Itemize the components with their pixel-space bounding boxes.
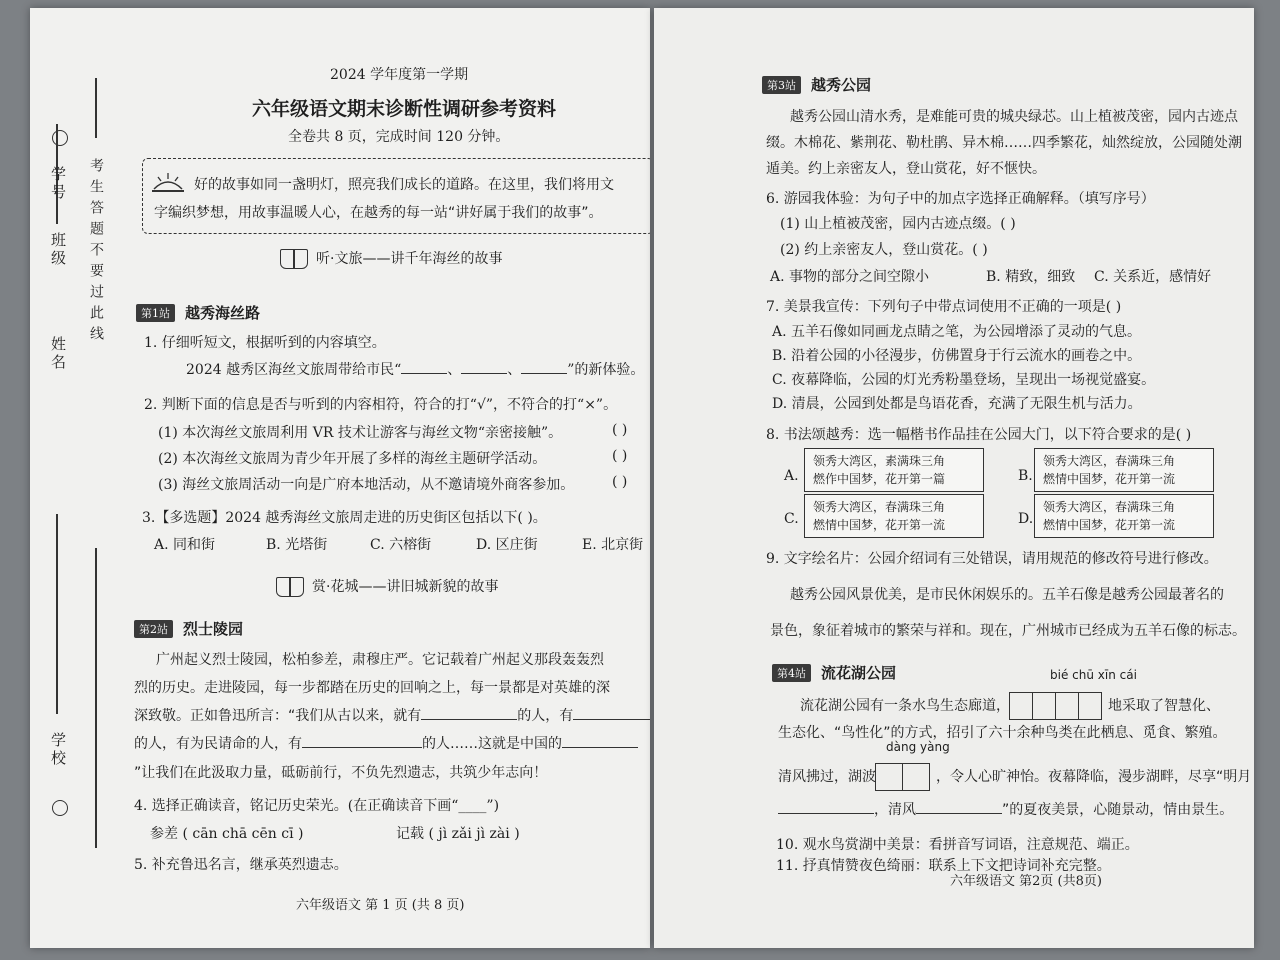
cal-a-line-2: 燃作中国梦，花开第一篇 [813, 472, 946, 486]
poem-blank-2[interactable] [916, 799, 1002, 814]
p4-line-3-tail: ，令人心旷神怡。夜幕降临，漫步湖畔，尽享“明月 [936, 769, 1252, 785]
q3-option-d: D. 区庄街 [476, 537, 538, 553]
q7-option-b: B. 沿着公园的小径漫步，仿佛置身于行云流水的画卷之中。 [772, 348, 1142, 364]
question-11: 11. 抒真情赞夜色绮丽：联系上下文把诗词补充完整。 [776, 858, 1111, 874]
cal-d-line-1: 领秀大湾区，春满珠三角 [1043, 500, 1176, 514]
right-page [654, 8, 1254, 948]
q3-option-a: A. 同和街 [154, 537, 216, 553]
question-8: 8. 书法颂越秀：选一幅楷书作品挂在公园大门，以下符合要求的是( ) [766, 427, 1192, 443]
passage-9-line-1: 越秀公园风景优美，是市民休闲娱乐的。五羊石像是越秀公园最著名的 [790, 587, 1224, 603]
char-box-1[interactable] [1009, 692, 1033, 720]
quote-blank-1[interactable] [421, 705, 517, 720]
p4-line-1-tail: 地采取了智慧化、 [1108, 698, 1220, 714]
school-year: 2024 学年度第一学期 [330, 67, 469, 83]
passage-3-line-3: 遁美。约上亲密友人，登山赏花，好不惬快。 [766, 161, 1046, 177]
calligraphy-option-d[interactable] [1034, 494, 1214, 538]
cal-c-line-2: 燃情中国梦，花开第一流 [813, 518, 946, 532]
q6-item-2: (2) 约上亲密友人，登山赏花。( ) [780, 242, 988, 258]
station-2-name: 烈士陵园 [183, 620, 244, 638]
binding-hole-bottom [52, 800, 68, 816]
q1-blank-2[interactable] [461, 359, 507, 374]
school-line [56, 514, 58, 714]
station-4-name: 流花湖公园 [821, 664, 897, 682]
q2-item-1-paren[interactable]: ( ) [612, 422, 628, 438]
q8-letter-a: A. [784, 468, 799, 484]
q8-letter-d: D. [1018, 511, 1034, 527]
cal-b-line-1: 领秀大湾区，春满珠三角 [1043, 454, 1176, 468]
p2-line-3-text: 深致敬。正如鲁迅所言：“我们从古以来，就有 [134, 708, 422, 724]
question-1: 1. 仔细听短文，根据听到的内容填空。 [144, 335, 386, 351]
passage-2-line-5: ”让我们在此汲取力量，砥砺前行，不负先烈遗志，共筑少年志向！ [134, 765, 548, 781]
p2-line-3-mid: 的人，有 [517, 708, 574, 724]
q6-item-1: (1) 山上植被茂密，园内古迹点缀。( ) [780, 216, 1016, 232]
q1-blank-1[interactable] [401, 359, 447, 374]
station-1-heading [136, 302, 260, 323]
char-box-6[interactable] [902, 763, 930, 791]
q1-separator-2: 、 [507, 362, 522, 378]
station-3-tag: 第3站 [762, 76, 801, 94]
question-7: 7. 美景我宣传：下列句子中带点词使用不正确的一项是( ) [766, 299, 1122, 315]
passage-2-line-4 [134, 733, 638, 753]
quote-blank-4[interactable] [562, 733, 638, 748]
cal-c-line-1: 领秀大湾区，春满珠三角 [813, 500, 946, 514]
exam-title: 六年级语文期末诊断性调研参考资料 [252, 98, 557, 120]
calligraphy-option-c[interactable] [804, 494, 984, 538]
question-10: 10. 观水鸟赏湖中美景：看拼音写词语，注意规范、端正。 [776, 837, 1139, 853]
passage-4-line-4 [778, 799, 1233, 819]
q1-suffix: ”的新体验。 [567, 362, 645, 378]
p4-line-4-mid: ，清风 [874, 802, 916, 818]
q2-item-3-paren[interactable]: ( ) [612, 474, 628, 490]
char-box-5[interactable] [875, 763, 903, 791]
p4-line-4-tail: ”的夏夜美景，心随景动，情由景生。 [1002, 802, 1234, 818]
class-label: 班级 [49, 232, 67, 268]
seal-line-warning: 考生答题不要过此线 [88, 158, 104, 347]
id-label: 学号 [49, 166, 67, 202]
q7-option-c: C. 夜幕降临，公园的灯光秀粉墨登场，呈现出一场视觉盛宴。 [772, 372, 1156, 388]
station-1-name: 越秀海丝路 [185, 304, 261, 322]
q8-letter-b: B. [1018, 468, 1033, 484]
q1-separator-1: 、 [447, 362, 462, 378]
open-book-icon-2 [276, 577, 304, 597]
section-2-title: 赏·花城——讲旧城新貌的故事 [312, 579, 499, 595]
binding-hole-top [52, 130, 68, 146]
cal-a-line-1: 领秀大湾区，素满珠三角 [813, 454, 946, 468]
name-label: 姓名 [49, 336, 67, 372]
question-9: 9. 文字绘名片：公园介绍词有三处错误，请用规范的修改符号进行修改。 [766, 551, 1218, 567]
calligraphy-option-a[interactable] [804, 448, 984, 492]
section-1-title: 听·文旅——讲千年海丝的故事 [316, 251, 503, 267]
station-3-heading [762, 74, 871, 95]
poem-blank-1[interactable] [778, 799, 874, 814]
open-book-icon [280, 249, 308, 269]
question-6: 6. 游园我体验：为句子中的加点字选择正确解释。（填写序号） [766, 191, 1155, 207]
q2-item-2-paren[interactable]: ( ) [612, 448, 628, 464]
intro-line-1: 好的故事如同一盏明灯，照亮我们成长的道路。在这里，我们将用文 [194, 177, 614, 193]
question-3: 3.【多选题】2024 越秀海丝文旅周走进的历史街区包括以下( )。 [142, 510, 547, 526]
passage-4-line-3 [778, 763, 1251, 791]
q7-option-d: D. 清晨，公园到处都是鸟语花香，充满了无限生机与活力。 [772, 396, 1142, 412]
passage-9-line-2: 景色，象征着城市的繁荣与祥和。现在，广州城市已经成为五羊石像的标志。 [770, 623, 1246, 639]
q6-option-a: A. 事物的部分之间空隙小 [770, 269, 930, 285]
p4-line-3-text: 清风拂过，湖波 [778, 769, 876, 785]
right-page-footer: 六年级语文 第2页 (共8页) [950, 874, 1102, 889]
calligraphy-option-b[interactable] [1034, 448, 1214, 492]
quote-blank-2[interactable] [573, 705, 650, 720]
station-3-name: 越秀公园 [811, 76, 872, 94]
char-box-3[interactable] [1055, 692, 1079, 720]
q3-option-b: B. 光塔街 [266, 537, 328, 553]
q8-letter-c: C. [784, 511, 799, 527]
exam-subtitle: 全卷共 8 页，完成时间 120 分钟。 [288, 129, 510, 145]
left-page-footer: 六年级语文 第 1 页 (共 8 页) [296, 898, 465, 913]
pinyin-1: bié chū xīn cái [1050, 668, 1137, 682]
passage-2-line-3 [134, 705, 650, 725]
station-2-tag: 第2站 [134, 620, 173, 638]
question-5: 5. 补充鲁迅名言，继承英烈遗志。 [134, 857, 348, 873]
seal-line-bottom [95, 548, 97, 848]
quote-blank-3[interactable] [302, 733, 422, 748]
intro-banner [142, 158, 650, 234]
sun-book-icon [150, 171, 186, 193]
station-4-tag: 第4站 [772, 664, 811, 682]
q6-option-b: B. 精致，细致 [986, 269, 1076, 285]
school-label: 学校 [49, 732, 67, 768]
passage-2-line-2: 烈的历史。走进陵园，每一步都踏在历史的回响之上，每一景都是对英雄的深 [134, 680, 610, 696]
left-page [30, 8, 650, 948]
passage-4-line-2: 生态化、“鸟性化”的方式，招引了六十余种鸟类在此栖息、觅食、繁殖。 [778, 725, 1227, 741]
q1-prefix: 2024 越秀区海丝文旅周带给市民“ [186, 362, 402, 378]
char-box-2[interactable] [1032, 692, 1056, 720]
passage-4-line-1 [800, 692, 1220, 720]
question-4: 4. 选择正确读音，铭记历史荣光。(在正确读音下画“____”) [134, 798, 500, 814]
char-box-4[interactable] [1078, 692, 1102, 720]
passage-3-line-1: 越秀公园山清水秀，是难能可贵的城央绿芯。山上植被茂密，园内古迹点 [790, 109, 1238, 125]
question-2: 2. 判断下面的信息是否与听到的内容相符，符合的打“√”，不符合的打“×”。 [144, 397, 618, 413]
passage-3-line-2: 缀。木棉花、紫荆花、勒杜鹃、异木棉……四季繁花，灿然绽放，公园随处潮 [766, 135, 1242, 151]
station-2-heading [134, 618, 243, 639]
cal-b-line-2: 燃情中国梦，花开第一流 [1043, 472, 1176, 486]
q4-word-1: 参差 ( cān chā cēn cī ) [150, 826, 304, 842]
p2-line-4-mid: 的人……这就是中国的 [422, 736, 562, 752]
q3-option-c: C. 六榕街 [370, 537, 432, 553]
station-1-tag: 第1站 [136, 304, 175, 322]
passage-2-line-1: 广州起义烈士陵园，松柏参差，肃穆庄严。它记载着广州起义那段轰轰烈 [156, 652, 604, 668]
pinyin-2: dàng yàng [886, 740, 950, 754]
question-1-sentence [186, 359, 644, 379]
q2-item-2: (2) 本次海丝文旅周为青少年开展了多样的海丝主题研学活动。 [158, 451, 547, 467]
q2-item-3: (3) 海丝文旅周活动一向是广府本地活动，从不邀请境外商客参加。 [158, 477, 575, 493]
cal-d-line-2: 燃情中国梦，花开第一流 [1043, 518, 1176, 532]
p2-line-4-text: 的人，有为民请命的人，有 [134, 736, 302, 752]
q7-option-a: A. 五羊石像如同画龙点睛之笔，为公园增添了灵动的气息。 [772, 324, 1142, 340]
intro-line-2: 字编织梦想，用故事温暖人心，在越秀的每一站“讲好属于我们的故事”。 [154, 205, 603, 221]
section-2-header [276, 576, 498, 597]
q1-blank-3[interactable] [521, 359, 567, 374]
q6-option-c: C. 关系近，感情好 [1094, 269, 1212, 285]
p4-line-1-text: 流花湖公园有一条水鸟生态廊道， [800, 698, 1010, 714]
seal-line-top [95, 78, 97, 138]
section-1-header [280, 248, 502, 269]
station-4-heading [772, 662, 896, 683]
q2-item-1: (1) 本次海丝文旅周利用 VR 技术让游客与海丝文物“亲密接触”。 [158, 425, 563, 441]
q4-word-2: 记载 ( jì zǎi jì zài ) [396, 826, 520, 842]
q3-option-e: E. 北京街 [582, 537, 644, 553]
